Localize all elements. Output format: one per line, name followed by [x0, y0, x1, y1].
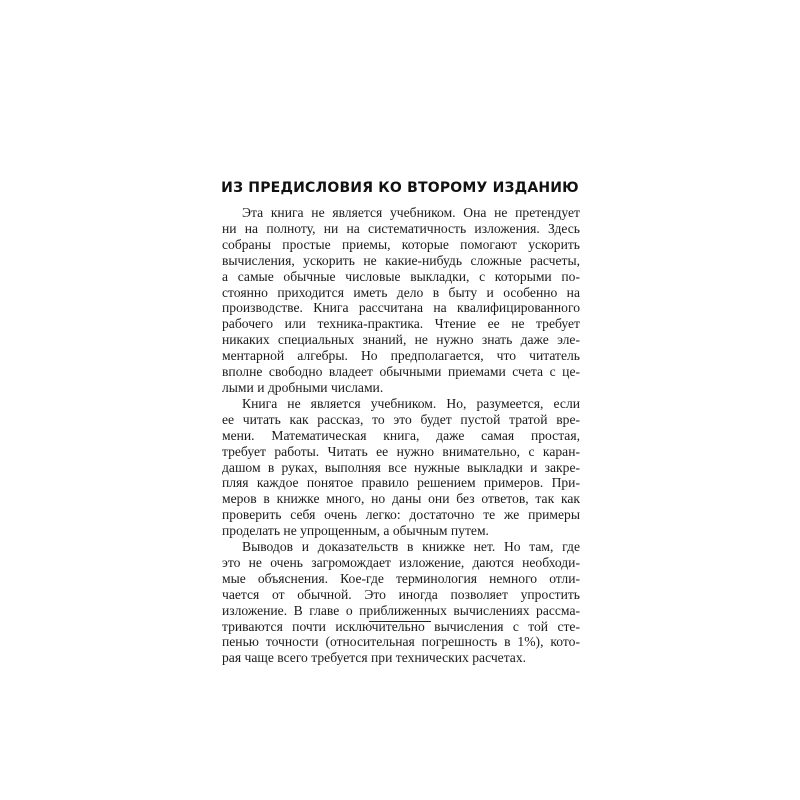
text-line: мые объяснения. Кое-где терминология немного отли-: [222, 570, 580, 586]
text-line: собраны простые приемы, которые помогают ускорить: [222, 236, 580, 252]
paragraph-2: [222, 396, 580, 539]
text-line: а самые обычные числовые выкладки, с которыми по-: [222, 268, 580, 284]
text-line: это не очень загромождает изложение, даются необходи-: [222, 554, 580, 570]
paragraph-3: [222, 539, 580, 666]
text-line: дашом в руках, выполняя все нужные выкладки и закре-: [222, 459, 580, 475]
closing-rule: [369, 621, 431, 622]
preface-body: [222, 205, 580, 666]
text-line: мени. Математическая книга, даже самая простая,: [222, 427, 580, 443]
text-line: триваются почти исключительно вычисления с той сте-: [222, 618, 580, 634]
text-line: стоянно приходится иметь дело в быту и особенно на: [222, 284, 580, 300]
text-line: ни на полноту, ни на систематичность изложения. Здесь: [222, 220, 580, 236]
text-line: рая чаще всего требуется при технических расчетах.: [222, 650, 527, 666]
text-line: проверить себя очень легко: достаточно те же примеры: [222, 507, 580, 523]
paragraph-1: [222, 205, 580, 396]
text-line: вполне свободно владеет обычными приемами счета с це-: [222, 364, 580, 380]
text-line: Эта книга не является учебником. Она не претендует: [242, 205, 580, 220]
text-line: Выводов и доказательств в книжке нет. Но там, где: [242, 539, 580, 555]
text-line: рабочего или техника-практика. Чтение ее не требует: [222, 316, 580, 332]
text-line: производстве. Книга рассчитана на квалифицированного: [222, 300, 580, 316]
text-line: Книга не является учебником. Но, разумеется, если: [242, 395, 580, 411]
text-line: меров в книжке много, но даны они без ответов, так как: [222, 491, 580, 507]
text-line: ментарной алгебры. Но предполагается, что читатель: [222, 348, 580, 364]
text-line: изложение. В главе о приближенных вычислениях рассма-: [222, 602, 580, 618]
text-line: лыми и дробными числами.: [222, 379, 384, 395]
text-line: чается от обычной. Это иногда позволяет упростить: [222, 586, 580, 602]
text-line: пляя каждое понятое правило решением примеров. При-: [222, 475, 580, 491]
page-heading: ИЗ ПРЕДИСЛОВИЯ КО ВТОРОМУ ИЗДАНИЮ: [221, 180, 579, 196]
text-line: проделать не упрощенным, а обычным путем.: [222, 523, 489, 539]
text-line: никаких специальных знаний, не нужно знать даже эле-: [222, 332, 580, 348]
text-line: пенью точности (относительная погрешность в 1%), кото-: [222, 634, 580, 650]
text-line: ее читать как рассказ, то это будет пустой тратой вре-: [222, 411, 580, 427]
text-line: вычисления, ускорить не какие-нибудь сложные расчеты,: [222, 252, 580, 268]
text-line: требует работы. Читать ее нужно внимательно, с каран-: [222, 443, 580, 459]
